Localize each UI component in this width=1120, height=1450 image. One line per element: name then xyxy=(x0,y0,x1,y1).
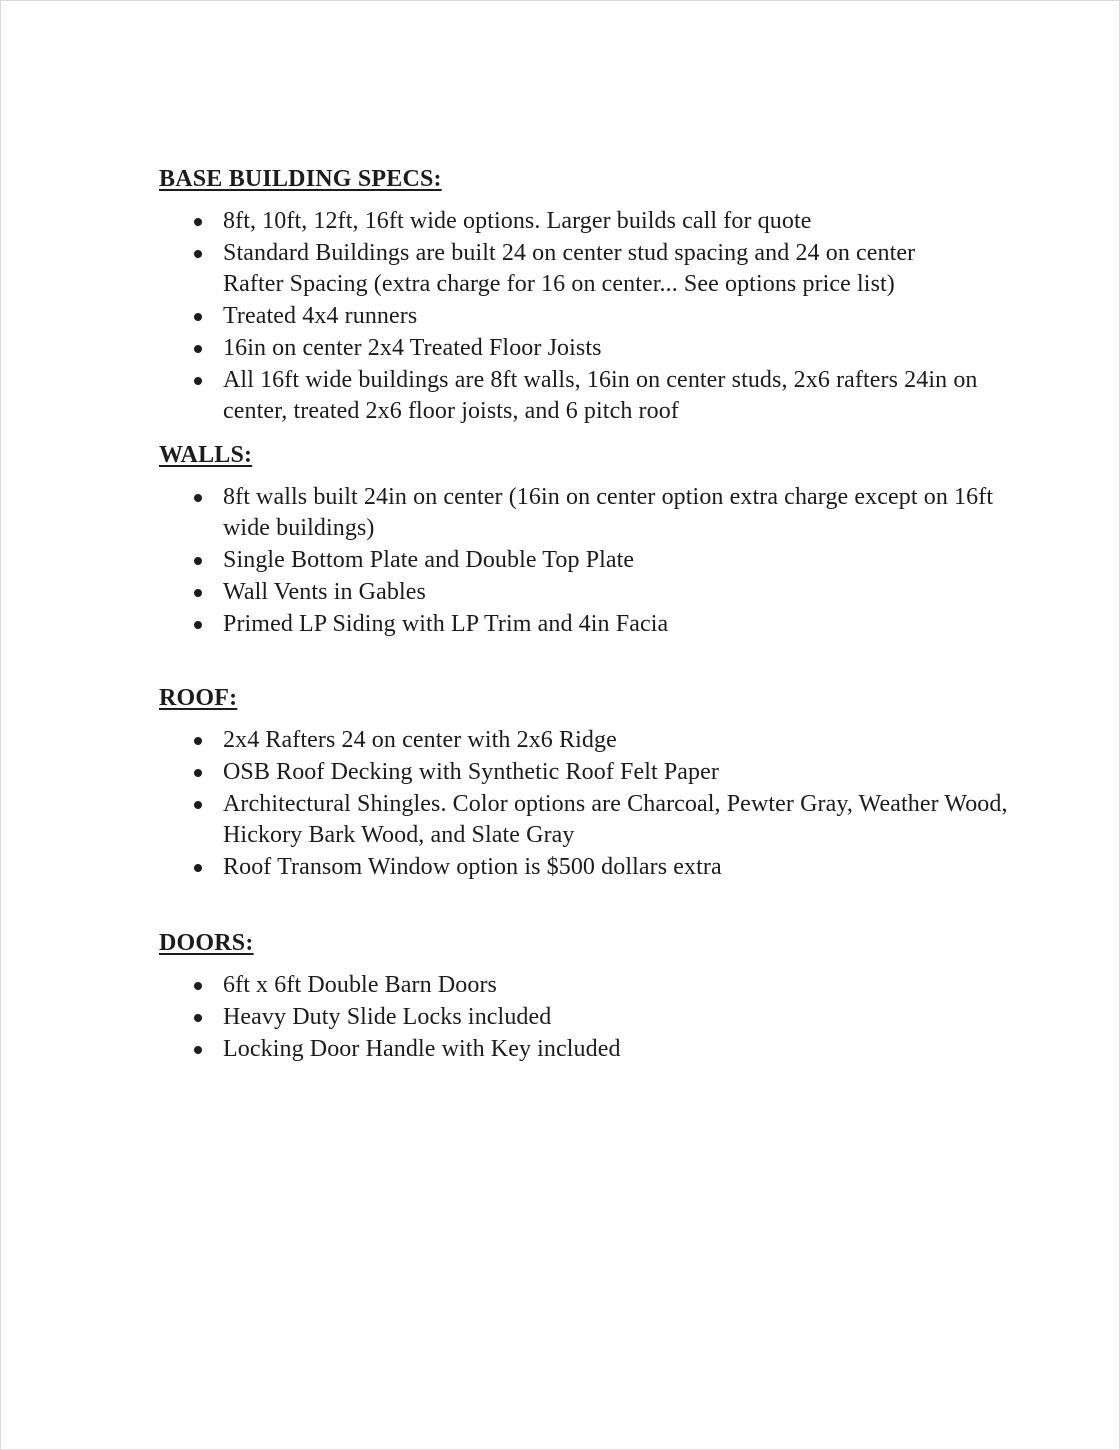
bullet-icon xyxy=(194,769,202,777)
bullet-icon xyxy=(194,621,202,629)
bullet-icon xyxy=(194,313,202,321)
list-item xyxy=(159,482,1043,544)
list-item-text: All 16ft wide buildings are 8ft walls, 16in on center studs, 2x6 rafters 24in on center, treated 2x6 floor joists, and 6 pitch roof xyxy=(223,367,978,424)
bullet-icon xyxy=(194,982,202,990)
list-item xyxy=(159,577,999,608)
section-heading: ROOF: xyxy=(159,685,238,711)
list-item-text: 8ft walls built 24in on center (16in on center option extra charge except on 16ft wide buildings) xyxy=(223,484,994,541)
list-item-text: Wall Vents in Gables xyxy=(223,579,426,605)
list-item xyxy=(159,725,999,756)
list-item-text: Locking Door Handle with Key included xyxy=(223,1036,621,1062)
list-item-text: 2x4 Rafters 24 on center with 2x6 Ridge xyxy=(223,727,617,753)
bullet-list xyxy=(159,206,999,427)
list-item xyxy=(159,206,983,237)
section-heading: DOORS: xyxy=(159,930,254,956)
bullet-list xyxy=(159,482,999,640)
list-item-text: Roof Transom Window option is $500 dollars extra xyxy=(223,854,722,880)
list-item xyxy=(159,852,999,883)
bullet-icon xyxy=(194,589,202,597)
bullet-icon xyxy=(194,557,202,565)
bullet-icon xyxy=(194,218,202,226)
section-base-building-specs xyxy=(159,164,999,428)
section-roof xyxy=(159,683,1008,884)
bullet-icon xyxy=(194,1014,202,1022)
list-item xyxy=(159,333,999,364)
list-item xyxy=(159,301,999,332)
list-item-text: 8ft, 10ft, 12ft, 16ft wide options. Larger builds call for quote xyxy=(223,208,812,234)
bullet-icon xyxy=(194,494,202,502)
list-item xyxy=(159,238,963,300)
list-item xyxy=(159,789,1043,851)
section-heading: BASE BUILDING SPECS: xyxy=(159,166,442,192)
section-heading: WALLS: xyxy=(159,442,253,468)
list-item-text: Primed LP Siding with LP Trim and 4in Facia xyxy=(223,611,669,637)
list-item-text: OSB Roof Decking with Synthetic Roof Felt Paper xyxy=(223,759,719,785)
list-item xyxy=(159,545,999,576)
bullet-icon xyxy=(194,864,202,872)
bullet-icon xyxy=(194,250,202,258)
bullet-list xyxy=(159,725,1008,883)
list-item xyxy=(159,1034,999,1065)
list-item xyxy=(159,970,999,1001)
list-item xyxy=(159,365,1043,427)
bullet-icon xyxy=(194,801,202,809)
list-item xyxy=(159,757,999,788)
section-doors xyxy=(159,928,999,1066)
bullet-icon xyxy=(194,345,202,353)
list-item-text: Treated 4x4 runners xyxy=(223,303,418,329)
bullet-icon xyxy=(194,737,202,745)
bullet-icon xyxy=(194,377,202,385)
list-item-text: 16in on center 2x4 Treated Floor Joists xyxy=(223,335,602,361)
list-item-text: Heavy Duty Slide Locks included xyxy=(223,1004,552,1030)
list-item-text: 6ft x 6ft Double Barn Doors xyxy=(223,972,497,998)
section-walls xyxy=(159,440,999,641)
list-item xyxy=(159,1002,999,1033)
list-item-text: Standard Buildings are built 24 on center stud spacing and 24 on center Rafter Spacing (extra charge for 16 on center... See options price list) xyxy=(223,240,916,297)
list-item xyxy=(159,609,999,640)
bullet-icon xyxy=(194,1046,202,1054)
list-item-text: Single Bottom Plate and Double Top Plate xyxy=(223,547,635,573)
bullet-list xyxy=(159,970,999,1065)
list-item-text: Architectural Shingles. Color options are Charcoal, Pewter Gray, Weather Wood, Hickory Bark Wood, and Slate Gray xyxy=(223,791,1008,848)
